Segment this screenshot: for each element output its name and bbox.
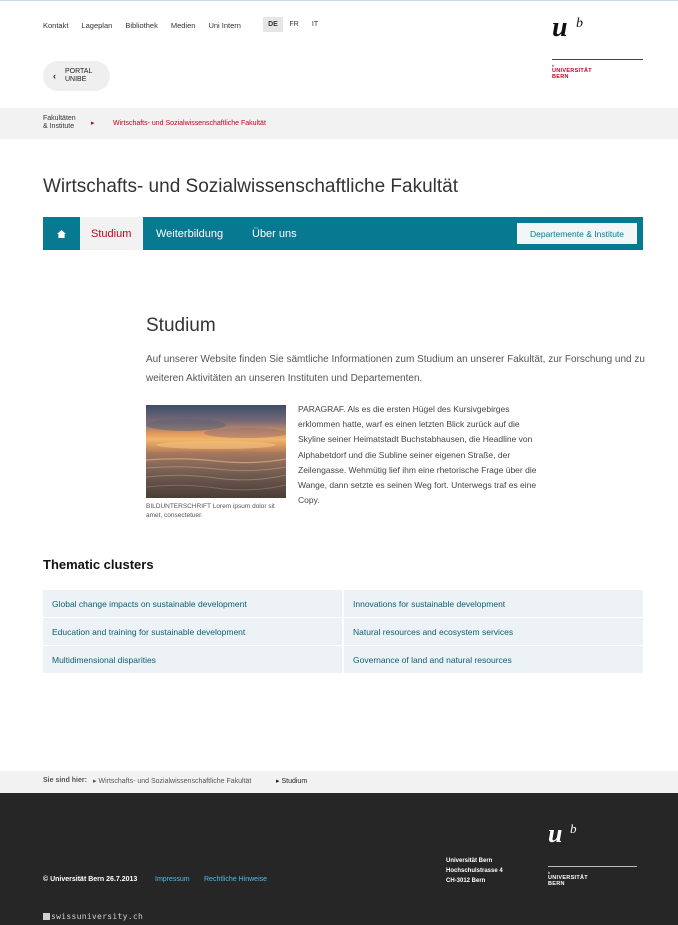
- address-line: Universität Bern: [446, 858, 493, 864]
- thematic-clusters-heading: Thematic clusters: [43, 557, 154, 572]
- swiss-box-icon: [43, 913, 50, 920]
- chevron-left-icon: ‹: [53, 71, 56, 81]
- cluster-link[interactable]: Innovations for sustainable development: [344, 590, 643, 617]
- page-title: Wirtschafts- und Sozialwissenschaftliche Fakultät: [43, 176, 458, 197]
- lang-fr[interactable]: FR: [289, 21, 299, 28]
- swissuniversity-logo[interactable]: [43, 912, 143, 921]
- address-line: Hochschulstrasse 4: [446, 868, 503, 874]
- cluster-link[interactable]: Global change impacts on sustainable development: [43, 590, 342, 617]
- footer: [0, 793, 678, 925]
- top-border: [0, 0, 678, 1]
- section-heading: Studium: [146, 315, 216, 336]
- breadcrumb-current[interactable]: Wirtschafts- und Sozialwissenschaftliche Fakultät: [113, 120, 266, 127]
- portal-label: [65, 68, 92, 84]
- breadcrumb-bottom-item-text: Wirtschafts- und Sozialwissenschaftliche Fakultät: [98, 778, 252, 785]
- image-caption: [146, 502, 288, 520]
- cluster-link[interactable]: Natural resources and ecosystem services: [344, 618, 643, 645]
- swissuniversity-text: swissuniversity.ch: [51, 912, 144, 921]
- breadcrumb-bottom: [0, 771, 678, 793]
- breadcrumb-bottom-current-text: Studium: [281, 778, 308, 785]
- home-icon[interactable]: [43, 217, 79, 250]
- lang-de[interactable]: DE: [263, 17, 283, 32]
- sunset-beach-image: [146, 405, 286, 498]
- breadcrumb-parent-line1: Fakultäten: [43, 115, 76, 122]
- logo-rule: [552, 59, 643, 60]
- service-link-medien[interactable]: Medien: [170, 21, 196, 30]
- breadcrumb-parent[interactable]: [43, 115, 76, 131]
- caption-label: BILDUNTERSCHRIFT: [146, 503, 211, 510]
- footer-logo-line2: BERN: [548, 881, 565, 887]
- logo-text-line2: BERN: [552, 74, 569, 80]
- main-navigation: [43, 217, 643, 250]
- cluster-link[interactable]: Multidimensional disparities: [43, 646, 342, 673]
- service-nav: [43, 21, 254, 30]
- breadcrumb-bottom-label: Sie sind hier:: [43, 777, 87, 784]
- service-link-lageplan[interactable]: Lageplan: [81, 21, 113, 30]
- footer-address: [446, 856, 503, 886]
- footer-logo-rule: [548, 866, 637, 867]
- footer-logo-line1: UNIVERSITÄT: [548, 875, 588, 881]
- thematic-clusters-grid: [43, 590, 643, 673]
- service-link-kontakt[interactable]: Kontakt: [43, 21, 69, 30]
- footer-logo-mark: u b: [548, 819, 577, 848]
- language-switcher: [263, 17, 326, 32]
- breadcrumb-arrow-icon: ▸: [91, 120, 95, 127]
- copyright: © Universität Bern 26.7.2013: [43, 876, 138, 883]
- portal-label-line1: PORTAL: [65, 68, 93, 75]
- logo-small-b: b: [552, 63, 555, 68]
- footer-logo-small-b: b: [548, 870, 551, 875]
- logo-text-line1: UNIVERSITÄT: [552, 68, 592, 74]
- nav-tab-studium[interactable]: Studium: [80, 217, 143, 250]
- lead-text: Auf unserer Website finden Sie sämtliche Informationen zum Studium an unserer Fakultät, zur Forschung und zu weiteren Aktivitäten an unseren Instituten und Departementen.: [146, 354, 645, 384]
- address-line: CH-3012 Bern: [446, 878, 486, 884]
- breadcrumb: [0, 108, 678, 139]
- cluster-link[interactable]: Governance of land and natural resources: [344, 646, 643, 673]
- service-link-uni-intern[interactable]: Uni Intern: [208, 21, 241, 30]
- university-logo[interactable]: [552, 14, 644, 80]
- lang-it[interactable]: IT: [311, 21, 319, 28]
- impressum-link[interactable]: Impressum: [155, 876, 190, 883]
- service-link-bibliothek[interactable]: Bibliothek: [125, 21, 158, 30]
- caption-text: Lorem ipsum dolor sit amet, consectetuer.: [146, 503, 275, 519]
- portal-label-line2: UNIBE: [65, 76, 87, 83]
- departemente-institute-button[interactable]: Departemente & Institute: [517, 223, 637, 244]
- legal-notice-link[interactable]: Rechtliche Hinweise: [204, 876, 268, 883]
- nav-tab-weiterbildung[interactable]: Weiterbildung: [156, 227, 224, 240]
- logo-mark: u b: [552, 12, 583, 43]
- nav-tab-ueber-uns[interactable]: Über uns: [252, 227, 297, 240]
- breadcrumb-parent-line2: & Institute: [43, 123, 75, 130]
- breadcrumb-bottom-item[interactable]: ▸ Wirtschafts- und Sozialwissenschaftliche Fakultät: [93, 778, 252, 785]
- cluster-link[interactable]: Education and training for sustainable development: [43, 618, 342, 645]
- portal-unibe-button[interactable]: [43, 61, 110, 91]
- footer-logo[interactable]: [548, 821, 640, 887]
- breadcrumb-bottom-current: ▸ Studium: [276, 778, 308, 785]
- body-paragraph: PARAGRAF. Als es die ersten Hügel des Kursivgebirges erklommen hatte, warf es einen letzten Blick zurück auf die Skyline seiner Heimatstadt Buchstabhausen, die Headline von Alphabetdorf und die Subline seiner eigenen Straße, der Zeilengasse. Wehmütig lief ihm eine rhetorische Frage über die Wange, dann setzte es seinen Weg fort. Unterwegs traf es eine Copy.: [298, 404, 537, 506]
